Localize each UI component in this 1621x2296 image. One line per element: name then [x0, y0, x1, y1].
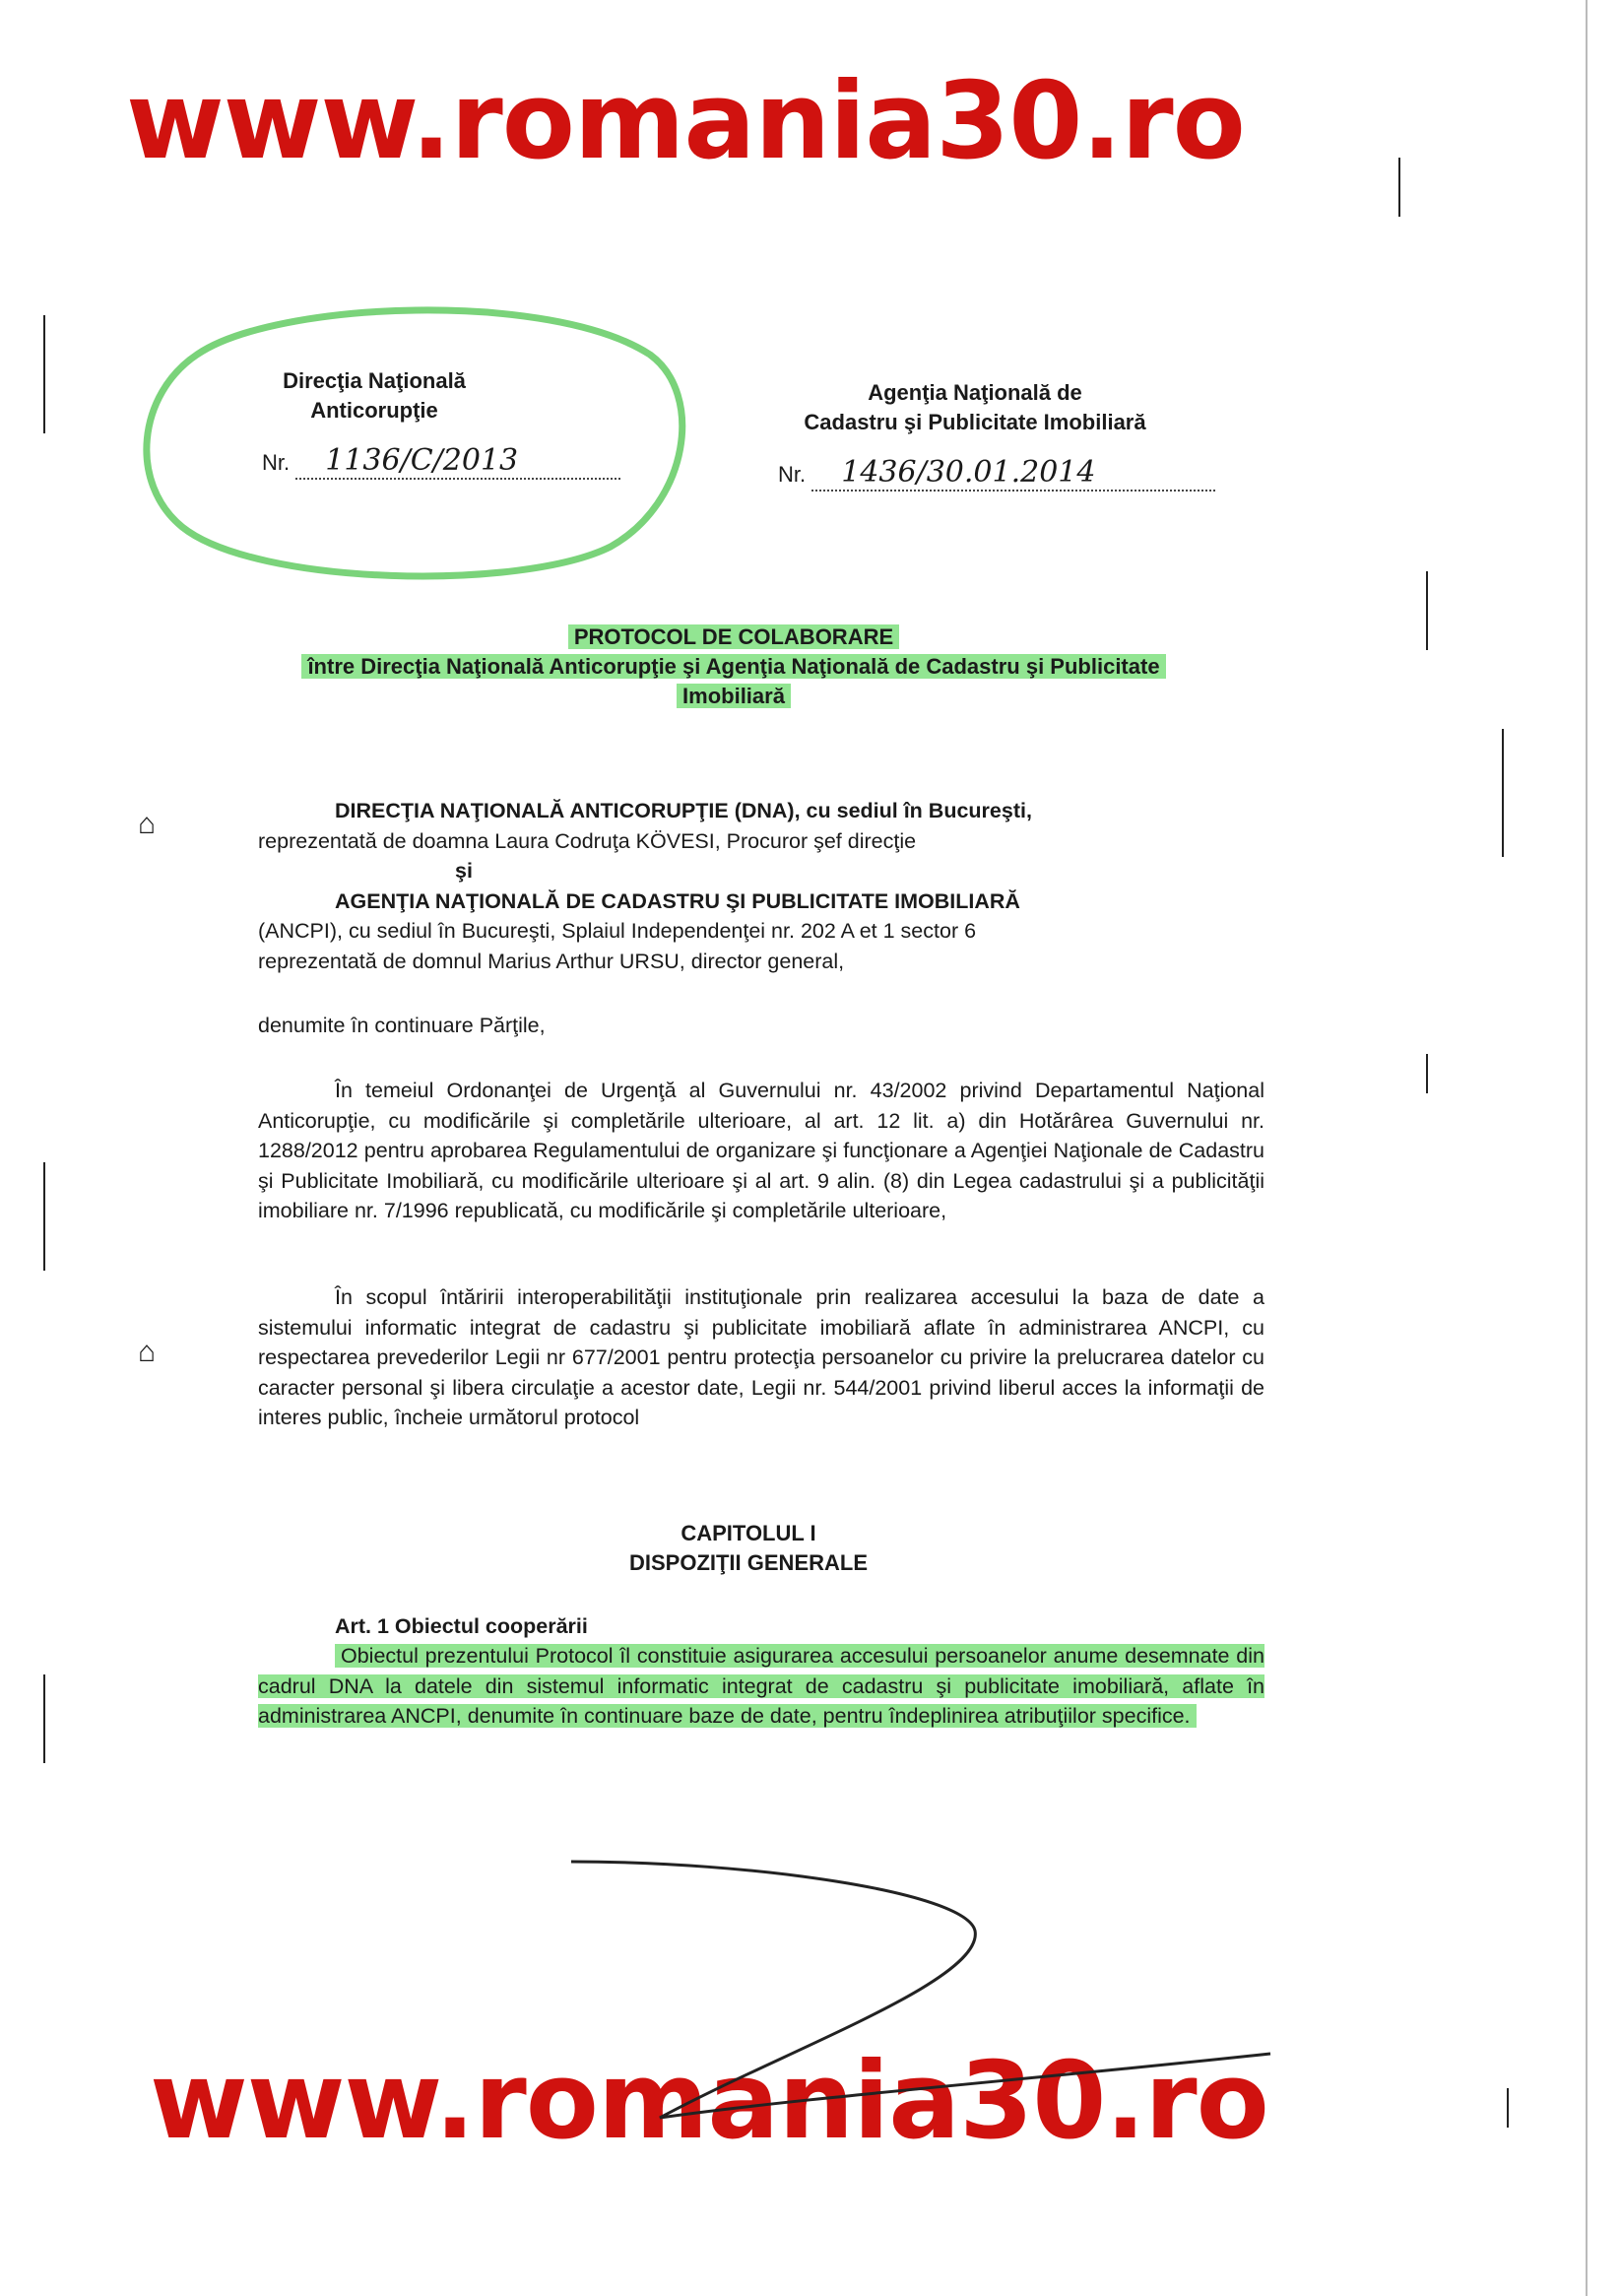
green-circle-mark: [138, 295, 689, 581]
art1-heading: Art. 1 Obiectul cooperării: [335, 1614, 588, 1638]
temeiul-paragraph: În temeiul Ordonanţei de Urgenţă al Guvernului nr. 43/2002 privind Departamentul Naţional Anticorupţie, cu modificările şi completările ulterioare, al art. 12 lit. a) din Hotărârea Guvernului nr. 1288/2012 pentru aprobarea Regulamentului de organizare şi funcţionare a Agenţiei Naţionale de Cadastru şi Publicitate Imobiliară, cu modificările ulterioare şi al art. 9 alin. (8) din Legea cadastrului şi a publicităţii imobiliare nr. 7/1996 republicată, cu modificările şi completările ulterioare,: [258, 1079, 1264, 1222]
nr-handwritten: 1436/30.01.2014: [811, 455, 1215, 492]
header-right: [758, 378, 1192, 437]
art1-text: Obiectul prezentului Protocol îl constituie asigurarea accesului persoanelor anume desemnate din cadrul DNA la datele din sistemul informatic integrat de cadastru şi publicitate imobiliară, aflate în administrarea ANCPI, denumite în continuare baze de date, pentru îndeplinirea atribuţiilor specifice.: [258, 1644, 1264, 1728]
document-title: [158, 623, 1310, 711]
chapter-number: CAPITOLUL I: [681, 1521, 816, 1545]
margin-mark-icon: ⌂: [138, 808, 157, 840]
scopul-paragraph: În scopul întăririi interoperabilităţii instituţionale prin realizarea accesului la baza de date a sistemului informatic integrat de cadastru şi publicitate imobiliară aflate în administrarea ANCPI, cu respectarea prevederilor Legii nr 677/2001 pentru protecţia persoanelor cu privire la prelucrarea datelor cu caracter personal şi libera circulaţie a acestor date, Legii nr. 544/2001 privind liberul acces la informaţii de interes public, încheie următorul protocol: [258, 1285, 1264, 1429]
watermark-top: www.romania30.ro: [126, 60, 1245, 183]
header-left-line2: Anticorupţie: [310, 398, 438, 423]
party-2: AGENŢIA NAŢIONALĂ DE CADASTRU ŞI PUBLICITATE IMOBILIARĂ: [335, 888, 1020, 913]
margin-mark-icon: ⌂: [138, 1336, 157, 1368]
nr-label: Nr.: [262, 450, 291, 475]
scan-edge-line: [1586, 0, 1588, 2296]
title-line2: între Direcţia Naţională Anticorupţie şi Agenţia Naţională de Cadastru şi Publicitate: [301, 654, 1165, 679]
party-2-rep: reprezentată de domnul Marius Arthur URSU, director general,: [258, 949, 845, 973]
party-and: şi: [455, 859, 473, 883]
chapter-title: DISPOZIŢII GENERALE: [628, 1550, 869, 1575]
scan-mark: [1507, 2088, 1509, 2128]
party-1-rep: reprezentată de doamna Laura Codruţa KÖVESI, Procuror şef direcţie: [258, 828, 917, 853]
watermark-bottom: www.romania30.ro: [150, 2040, 1268, 2163]
denumite: denumite în continuare Părţile,: [258, 1014, 546, 1037]
scan-mark: [1398, 158, 1400, 217]
header-left-nr: [262, 443, 620, 480]
scan-mark: [43, 1162, 45, 1271]
parties-block: [258, 796, 1264, 976]
party-2-address: (ANCPI), cu sediul în Bucureşti, Splaiul Independenţei nr. 202 A et 1 sector 6: [258, 919, 977, 943]
party-1: DIRECŢIA NAŢIONALĂ ANTICORUPŢIE (DNA), cu sediul în Bucureşti,: [335, 799, 1032, 822]
nr-handwritten: 1136/C/2013: [295, 443, 620, 480]
header-right-nr: [778, 455, 1215, 492]
scan-mark: [43, 1674, 45, 1763]
signature-scribble: [551, 1852, 1280, 2137]
scan-mark: [43, 315, 45, 433]
chapter-heading: [551, 1519, 945, 1578]
title-line1: PROTOCOL DE COLABORARE: [568, 624, 899, 649]
scan-mark: [1426, 1054, 1428, 1093]
title-line3: Imobiliară: [677, 684, 791, 708]
scan-mark: [1426, 571, 1428, 650]
header-right-line2: Cadastru şi Publicitate Imobiliară: [804, 410, 1146, 434]
header-left: [246, 366, 502, 426]
header-right-line1: Agenţia Naţională de: [868, 380, 1082, 405]
header-left-line1: Direcţia Naţională: [283, 368, 466, 393]
scan-mark: [1502, 729, 1504, 857]
nr-label: Nr.: [778, 462, 807, 487]
